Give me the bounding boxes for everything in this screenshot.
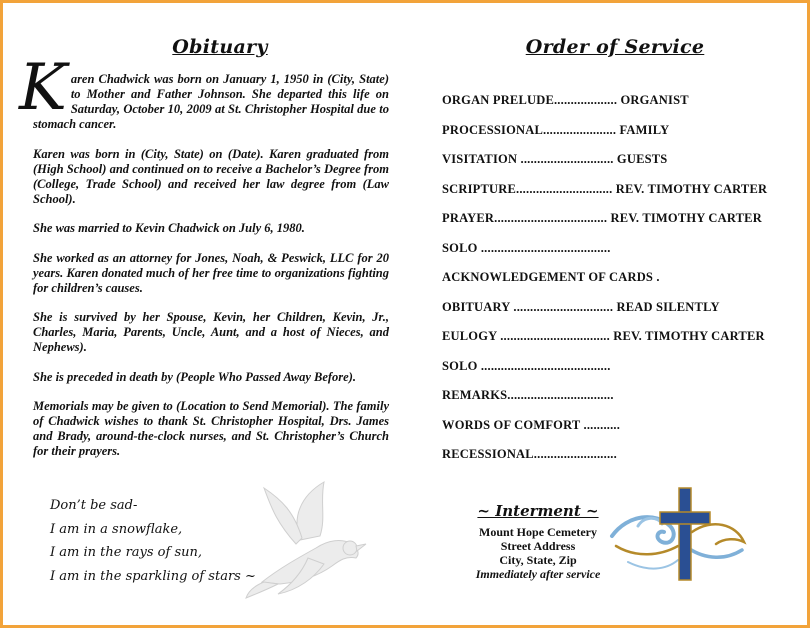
- obituary-paragraph-5: She is survived by her Spouse, Kevin, her Children, Kevin, Jr., Charles, Maria, Parents, Uncle, Aunt, and a host of Nieces, and Nephews).: [33, 310, 389, 354]
- service-item: RECESSIONAL.........................: [442, 447, 617, 461]
- service-item: ACKNOWLEDGEMENT OF CARDS .: [442, 270, 660, 284]
- obituary-paragraph-2: Karen was born in (City, State) on (Date). Karen graduated from (High School) and continued on to receive a Bachelor’s Degree from (College, Trade School) and received her law degree from (Law School).: [33, 146, 389, 206]
- interment-block: [458, 504, 618, 581]
- obituary-paragraph-4: She worked as an attorney for Jones, Noah, & Peswick, LLC for 20 years. Karen donated much of her free time to organizations fighting for children’s causes.: [33, 250, 389, 295]
- interment-place: Mount Hope Cemetery: [479, 525, 597, 539]
- cross-icon: [608, 486, 748, 582]
- poem-line: I am in the sparkling of stars ~: [50, 568, 256, 584]
- interment-time: Immediately after service: [475, 567, 601, 581]
- service-item: PRAYER.................................. REV. TIMOTHY CARTER: [442, 211, 762, 225]
- obituary-paragraph-1: Karen Chadwick was born on January 1, 1950 in (City, State) to Mother and Father Johnson. She departed this life on Saturday, October 10, 2009 at St. Christopher Hospital due to stomach cancer.: [19, 51, 389, 131]
- service-item: SOLO .......................................: [442, 358, 611, 373]
- service-item: OBITUARY .............................. READ SILENTLY: [442, 299, 720, 314]
- order-of-service-heading: Order of Service: [525, 36, 705, 58]
- interment-title: ~ Interment ~: [477, 502, 599, 520]
- service-item: REMARKS................................: [442, 388, 614, 402]
- order-of-service-list: [442, 93, 782, 477]
- obituary-paragraph-3: She was married to Kevin Chadwick on July 6, 1980.: [33, 221, 305, 235]
- service-item: SOLO .......................................: [442, 240, 611, 255]
- obituary-paragraph-7: Memorials may be given to (Location to Send Memorial). The family of Chadwick wishes to thank St. Christopher Hospital, Drs. James and Brady, around-the-clock nurses, and St. Christopher’s Church for their prayers.: [33, 399, 389, 458]
- service-item: WORDS OF COMFORT ...........: [442, 417, 621, 432]
- interment-city: City, State, Zip: [499, 553, 577, 567]
- obituary-text: [19, 51, 389, 474]
- service-item: SCRIPTURE............................. REV. TIMOTHY CARTER: [442, 181, 768, 196]
- poem-line: Don’t be sad-: [50, 498, 138, 513]
- dove-icon: [242, 478, 378, 600]
- service-item: VISITATION ............................ GUESTS: [442, 152, 668, 166]
- service-item: PROCESSIONAL...................... FAMILY: [442, 122, 670, 137]
- poem-line: I am in the rays of sun,: [50, 545, 202, 560]
- service-item: EULOGY ................................. REV. TIMOTHY CARTER: [442, 329, 765, 343]
- dropcap-letter: K: [19, 51, 67, 125]
- poem-line: I am in a snowflake,: [50, 521, 183, 537]
- interment-street: Street Address: [500, 539, 576, 553]
- obituary-heading: Obituary: [172, 36, 268, 58]
- service-item: ORGAN PRELUDE................... ORGANIST: [442, 93, 689, 107]
- obituary-paragraph-6: She is preceded in death by (People Who Passed Away Before).: [33, 369, 356, 384]
